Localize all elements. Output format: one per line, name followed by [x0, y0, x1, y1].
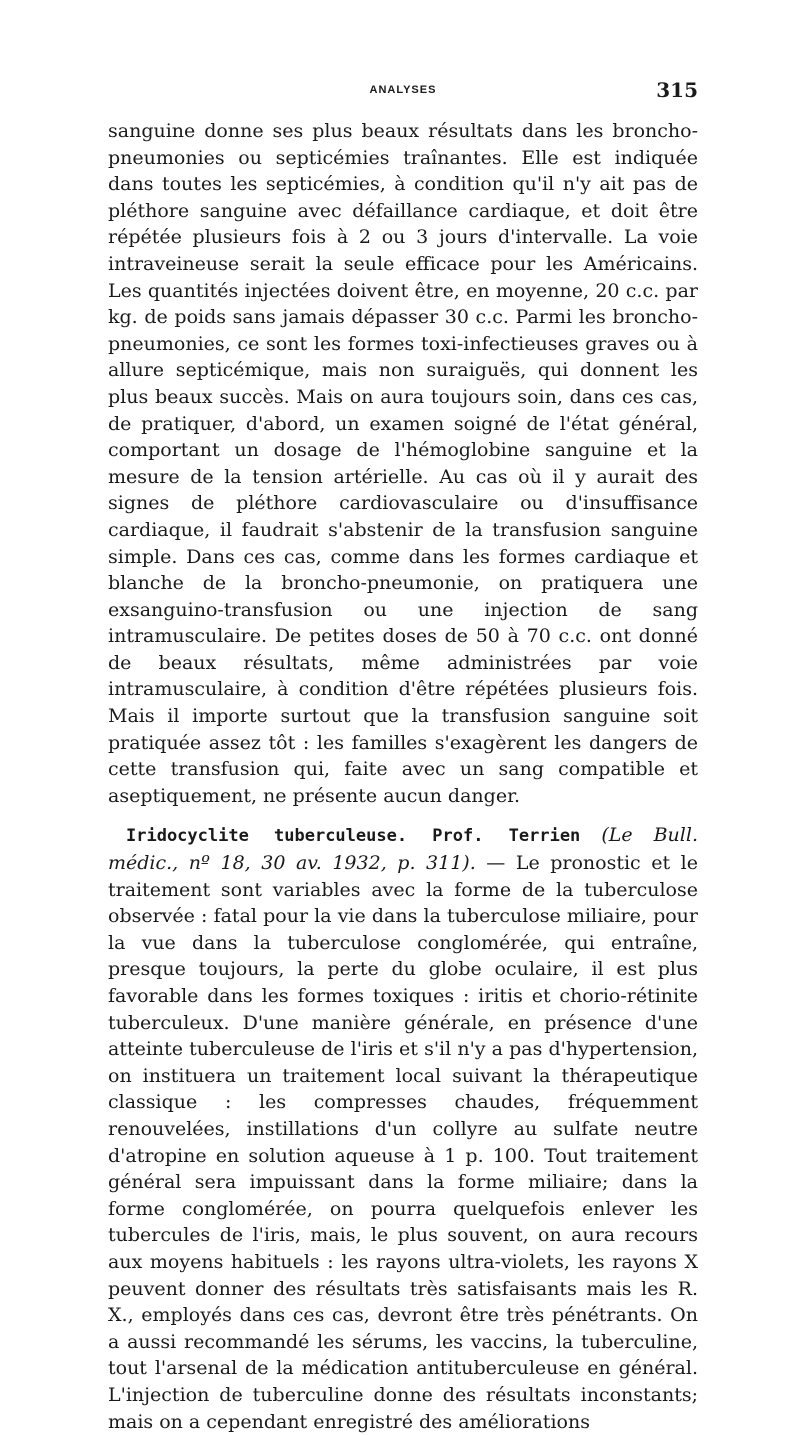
running-title: ANALYSES — [369, 84, 437, 96]
paragraph-iridocyclite — [108, 822, 698, 1435]
citation: (Le Bull. médic., nº 18, 30 av. 1932, p. 311). — [108, 824, 698, 875]
section-heading: Iridocyclite tuberculeuse. Prof. Terrien — [126, 826, 581, 847]
page-body — [108, 118, 698, 1435]
paragraph-text: — Le pronostic et le traitement sont variables avec la forme de la tuberculose observée : fatal pour la vie dans la tuberculose miliaire, pour la vue dans la tuberculose conglomérée, qui entraîne, presque toujours, la perte du globe oculaire, il est plus favorable dans les formes toxiques : iritis et chorio-rétinite tuberculeux. D'une manière générale, en présence d'une atteinte tuberculeuse de l'iris et s'il n'y a pas d'hypertension, on instituera un traitement local suivant la thérapeutique classique : les compresses chaudes, fréquemment renouvelées, instillations d'un collyre au sulfate neutre d'atropine en solution aqueuse à 1 p. 100. Tout traitement général sera impuissant dans la forme miliaire; dans la forme conglomérée, on pourra quelquefois enlever les tubercules de l'iris, mais, le plus souvent, on aura recours aux moyens habituels : les rayons ultra-violets, les rayons X peuvent donner des résultats très satisfaisants mais les R. X., employés dans ces cas, devront être très pénétrants. On a aussi recommandé les sérums, les vaccins, la tuberculine, tout l'arsenal de la médication antituberculeuse en général. L'injection de tuberculine donne des résultats inconstants; mais on a cependant enregistré des améliorations — [108, 852, 698, 1433]
page-number: 315 — [656, 78, 698, 102]
paragraph-transfusion: sanguine donne ses plus beaux résultats dans les broncho-pneumonies ou septicémies traînantes. Elle est indiquée dans toutes les septicémies, à condition qu'il n'y ait pas de pléthore sanguine avec défaillance cardiaque, et doit être répétée plusieurs fois à 2 ou 3 jours d'intervalle. La voie intraveineuse serait la seule efficace pour les Américains. Les quantités injectées doivent être, en moyenne, 20 c.c. par kg. de poids sans jamais dépasser 30 c.c. Parmi les broncho-pneumonies, ce sont les formes toxi-infectieuses graves ou à allure septicémique, mais non suraiguës, qui donnent les plus beaux succès. Mais on aura toujours soin, dans ces cas, de pratiquer, d'abord, un examen soigné de l'état général, comportant un dosage de l'hémoglobine sanguine et la mesure de la tension artérielle. Au cas où il y aurait des signes de pléthore cardiovasculaire ou d'insuffisance cardiaque, il faudrait s'abstenir de la transfusion sanguine simple. Dans ces cas, comme dans les formes cardiaque et blanche de la broncho-pneumonie, on pratiquera une exsanguino-transfusion ou une injection de sang intramusculaire. De petites doses de 50 à 70 c.c. ont donné de beaux résultats, même administrées par voie intramusculaire, à condition d'être répétées plusieurs fois. Mais il importe surtout que la transfusion sanguine soit pratiquée assez tôt : les familles s'exagèrent les dangers de cette transfusion qui, faite avec un sang compatible et aseptiquement, ne présente aucun danger. — [108, 120, 698, 807]
page-header — [108, 78, 698, 102]
